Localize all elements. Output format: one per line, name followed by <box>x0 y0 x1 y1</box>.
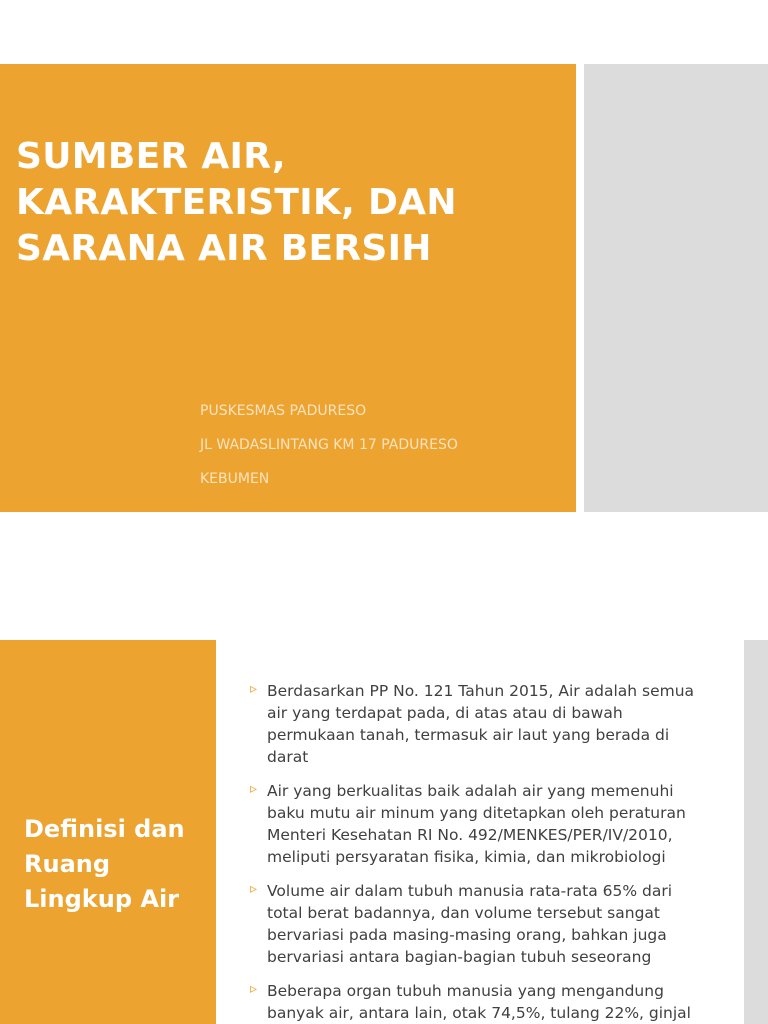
arrow-bullet-icon: ▹ <box>250 881 258 897</box>
subtitle-line: KEBUMEN <box>200 471 270 487</box>
title-line: SARANA AIR BERSIH <box>16 228 432 269</box>
bullet-line: Menteri Kesehatan RI No. 492/MENKES/PER/IV/2010, <box>267 826 673 844</box>
bullet-line: bervariasi pada masing-masing orang, bahkan juga <box>267 926 667 944</box>
slide-subtitle <box>200 394 570 496</box>
heading-line: Lingkup Air <box>24 885 180 913</box>
list-item <box>250 980 740 1024</box>
heading-line: Definisi dan <box>24 815 185 843</box>
bullet-line: Berdasarkan PP No. 121 Tahun 2015, Air adalah semua <box>267 682 695 700</box>
bullet-line: baku mutu air minum yang ditetapkan oleh peraturan <box>267 804 686 822</box>
heading-line: Ruang <box>24 850 111 878</box>
arrow-bullet-icon: ▹ <box>250 781 258 797</box>
section-heading <box>24 812 208 917</box>
bullet-line: banyak air, antara lain, otak 74,5%, tulang 22%, ginjal <box>267 1004 691 1022</box>
side-panel <box>584 64 768 512</box>
bullet-line: bervariasi antara bagian-bagian tubuh seseorang <box>267 948 652 966</box>
arrow-bullet-icon: ▹ <box>250 681 258 697</box>
list-item <box>250 680 740 768</box>
title-line: KARAKTERISTIK, DAN <box>16 182 457 223</box>
bullet-line: total berat badannya, dan volume tersebut sangat <box>267 904 660 922</box>
subtitle-line: PUSKESMAS PADURESO <box>200 403 367 419</box>
bullet-text <box>267 680 740 768</box>
list-item <box>250 880 740 968</box>
bullet-line: air yang terdapat pada, di atas atau di bawah <box>267 704 623 722</box>
title-line: SUMBER AIR, <box>16 136 286 177</box>
list-item <box>250 780 740 868</box>
side-panel <box>744 640 768 1024</box>
slide-title <box>16 134 568 272</box>
bullet-line: meliputi persyaratan fisika, kimia, dan mikrobiologi <box>267 848 666 866</box>
bullet-text <box>267 780 740 868</box>
subtitle-line: JL WADASLINTANG KM 17 PADURESO <box>200 437 458 453</box>
bullet-line: permukaan tanah, termasuk air laut yang berada di <box>267 726 670 744</box>
bullet-line: Air yang berkualitas baik adalah air yang memenuhi <box>267 782 674 800</box>
bullet-line: Volume air dalam tubuh manusia rata-rata 65% dari <box>267 882 673 900</box>
bullet-line: darat <box>267 748 309 766</box>
bullet-list <box>250 680 740 1024</box>
bullet-text <box>267 980 740 1024</box>
bullet-text <box>267 880 740 968</box>
bullet-line: Beberapa organ tubuh manusia yang mengandung <box>267 982 664 1000</box>
arrow-bullet-icon: ▹ <box>250 981 258 997</box>
